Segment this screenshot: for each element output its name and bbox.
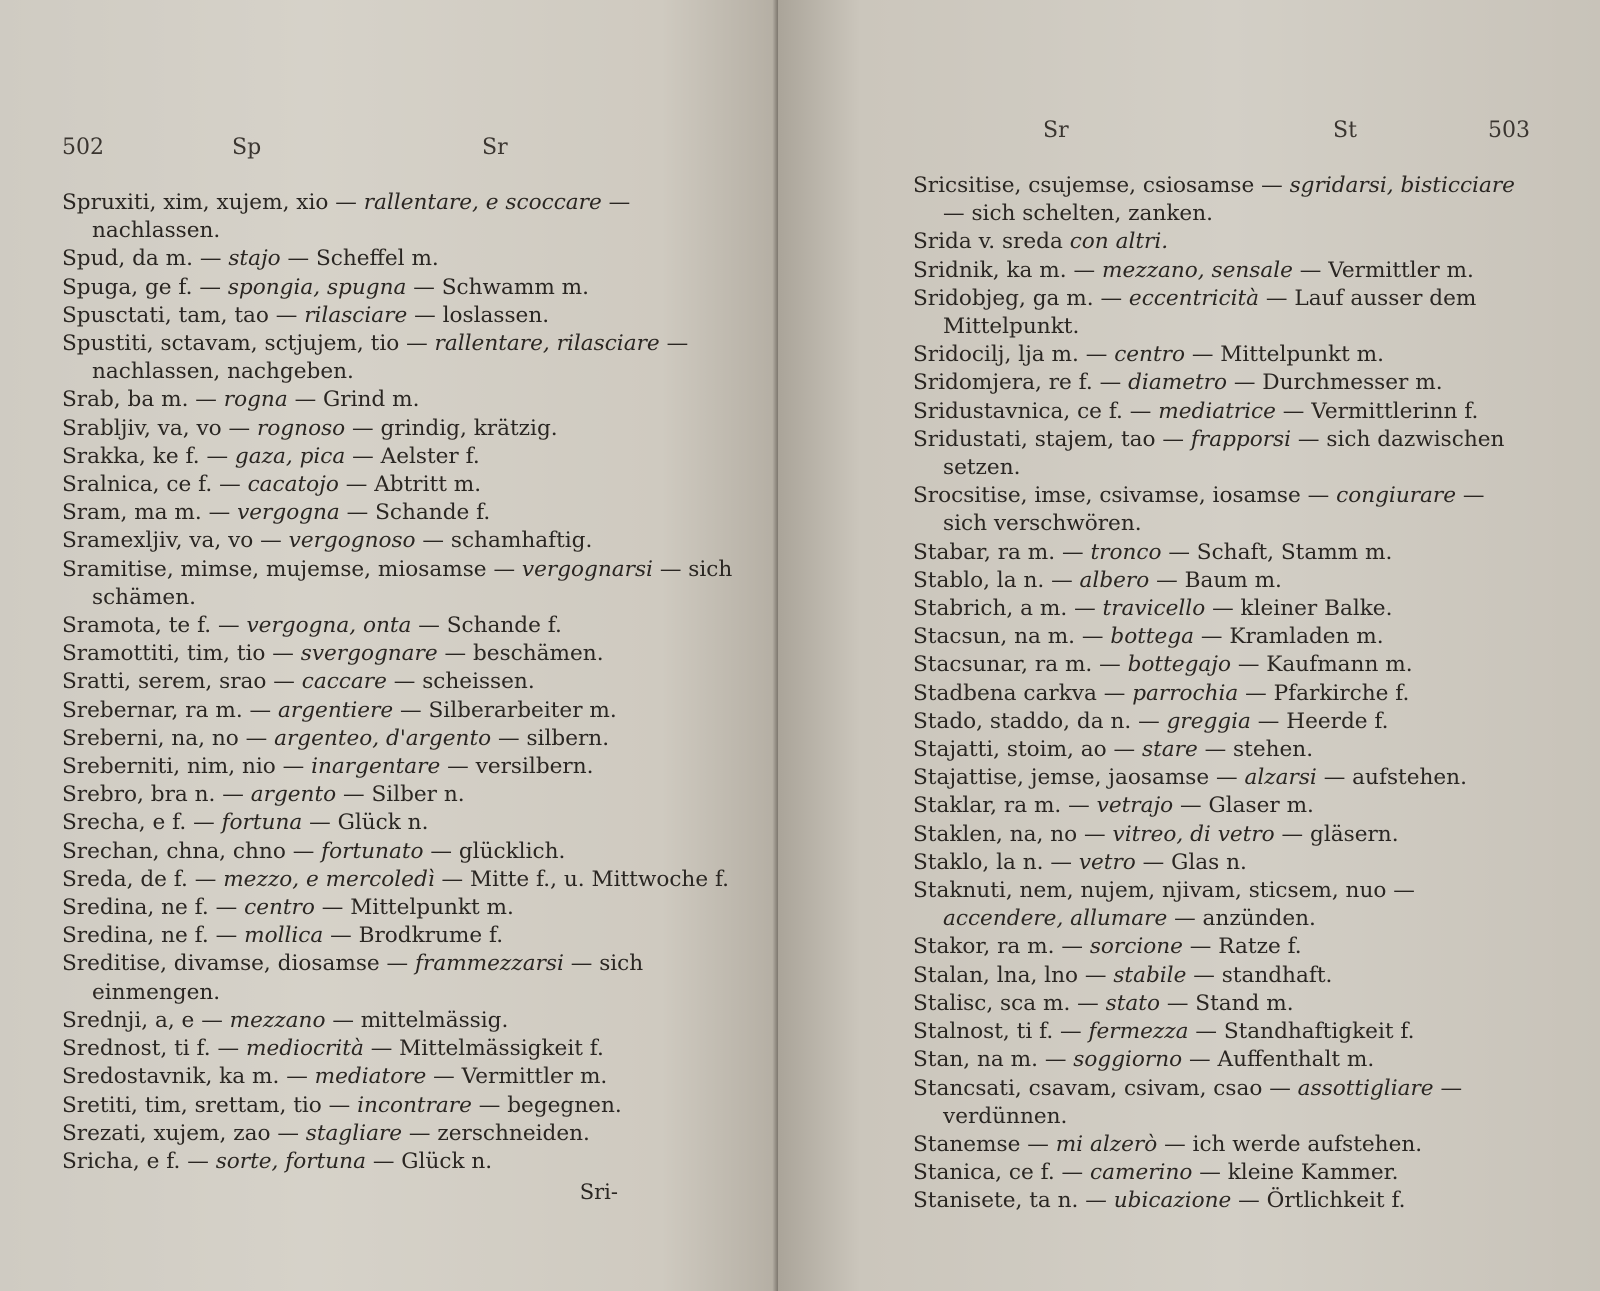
entry-headword: Sridustavnica, ce f. — bbox=[913, 398, 1159, 424]
dictionary-entry bbox=[62, 189, 738, 245]
dictionary-entry bbox=[62, 1148, 738, 1176]
entry-headword: Srakka, ke f. — bbox=[62, 443, 235, 469]
entry-italian: spongia, spugna bbox=[227, 274, 407, 300]
entry-german: — Pfarkirche f. bbox=[1238, 680, 1410, 706]
right-page bbox=[778, 0, 1600, 1291]
dictionary-entry bbox=[913, 285, 1530, 341]
entry-german: — mittelmässig. bbox=[325, 1007, 509, 1033]
dictionary-entry bbox=[62, 640, 738, 668]
entry-german: — beschämen. bbox=[437, 641, 604, 667]
entry-headword: Sreditise, divamse, diosamse — bbox=[62, 951, 416, 977]
entry-italian: fortunato bbox=[321, 838, 424, 864]
entry-headword: Sramexljiv, va, vo — bbox=[62, 528, 289, 554]
entry-italian: mollica bbox=[244, 923, 324, 949]
entry-headword: Spustiti, sctavam, sctjujem, tio — bbox=[62, 331, 435, 357]
entry-italian: assottigliare bbox=[1297, 1075, 1434, 1101]
dictionary-entry bbox=[62, 386, 738, 414]
dictionary-entry bbox=[913, 426, 1530, 482]
entry-german: — Auffenthalt m. bbox=[1182, 1047, 1375, 1073]
dictionary-entry bbox=[913, 821, 1530, 849]
entry-italian: stajo bbox=[228, 246, 281, 272]
entry-headword: Stan, na m. — bbox=[913, 1047, 1074, 1073]
dictionary-entry bbox=[913, 736, 1530, 764]
entry-german: — Kaufmann m. bbox=[1230, 652, 1413, 678]
entry-italian: sorcione bbox=[1089, 934, 1183, 960]
dictionary-entry bbox=[62, 302, 738, 330]
entry-italian: sorte, fortuna bbox=[215, 1148, 366, 1174]
entry-italian: centro bbox=[244, 895, 315, 921]
entry-headword: Staklar, ra m. — bbox=[913, 793, 1097, 819]
entry-italian: incontrare bbox=[357, 1092, 472, 1118]
entry-italian: diametro bbox=[1128, 370, 1227, 396]
entry-german: — Scheffel m. bbox=[280, 246, 439, 272]
dictionary-entry bbox=[913, 595, 1530, 623]
entry-german: — loslassen. bbox=[407, 302, 550, 328]
entry-headword: Sretiti, tim, srettam, tio — bbox=[62, 1092, 358, 1118]
right-running-head-a: Sr bbox=[1043, 118, 1069, 143]
entry-italian: vergogna, onta bbox=[246, 613, 412, 639]
entry-german: — silbern. bbox=[491, 725, 610, 751]
entry-headword: Sramitise, mimse, mujemse, miosamse — bbox=[62, 556, 522, 582]
dictionary-entry bbox=[913, 849, 1530, 877]
entry-german: — Grind m. bbox=[287, 387, 420, 413]
entry-headword: Stacsunar, ra m. — bbox=[913, 652, 1128, 678]
entry-headword: Stanemse — bbox=[913, 1131, 1056, 1157]
dictionary-entry bbox=[62, 809, 738, 837]
entry-german: — Mitte f., u. Mittwoche f. bbox=[434, 866, 730, 892]
entry-headword: Sredostavnik, ka m. — bbox=[62, 1064, 315, 1090]
entry-headword: Sridocilj, lja m. — bbox=[913, 342, 1115, 368]
entry-german: — stehen. bbox=[1197, 737, 1314, 763]
entry-italian: vergognoso bbox=[288, 528, 416, 554]
dictionary-entry bbox=[913, 1046, 1530, 1074]
left-running-head-a: Sp bbox=[232, 135, 262, 160]
entry-italian: mi alzerò bbox=[1055, 1131, 1158, 1157]
entry-italian: cacatojo bbox=[247, 472, 339, 498]
entry-headword: Sramottiti, tim, tio — bbox=[62, 641, 301, 667]
entry-german: — Durchmesser m. bbox=[1226, 370, 1443, 396]
dictionary-entry bbox=[913, 228, 1530, 256]
entry-italian: congiurare bbox=[1336, 483, 1457, 509]
entry-italian: stagliare bbox=[305, 1120, 403, 1146]
entry-italian: stare bbox=[1141, 737, 1198, 763]
entry-italian: svergognare bbox=[300, 641, 438, 667]
entry-italian: argenteo, d'argento bbox=[274, 725, 492, 751]
left-page-number: 502 bbox=[62, 135, 104, 160]
dictionary-entry bbox=[62, 443, 738, 471]
dictionary-entry bbox=[62, 612, 738, 640]
entry-italian: rognoso bbox=[257, 415, 346, 441]
entry-headword: Sridnik, ka m. — bbox=[913, 257, 1102, 283]
dictionary-entry bbox=[62, 950, 738, 1006]
entry-italian: mezzano bbox=[229, 1007, 326, 1033]
entry-headword: Srecha, e f. — bbox=[62, 810, 222, 836]
entry-german: — Baum m. bbox=[1149, 567, 1282, 593]
entry-headword: Sricsitise, csujemse, csiosamse — bbox=[913, 173, 1290, 198]
dictionary-entry bbox=[913, 708, 1530, 736]
entry-headword: Staklo, la n. — bbox=[913, 849, 1079, 875]
entry-german: — sich schelten, zanken. bbox=[943, 201, 1213, 227]
entry-headword: Stablo, la n. — bbox=[913, 567, 1080, 593]
entry-headword: Srocsitise, imse, csivamse, iosamse — bbox=[913, 483, 1337, 509]
entry-italian: fermezza bbox=[1088, 1019, 1189, 1045]
entry-italian: centro bbox=[1114, 342, 1185, 368]
entry-headword: Srida v. sreda bbox=[913, 229, 1070, 255]
entry-german: — versilbern. bbox=[440, 754, 594, 780]
entry-headword: Stabar, ra m. — bbox=[913, 539, 1091, 565]
entry-german: — zerschneiden. bbox=[402, 1120, 590, 1146]
entry-headword: Staklen, na, no — bbox=[913, 821, 1113, 847]
entry-german: — sich dazwischen setzen. bbox=[943, 426, 1505, 481]
dictionary-entry bbox=[62, 1120, 738, 1148]
right-page-header bbox=[913, 118, 1530, 158]
entry-italian: vergogna bbox=[237, 500, 340, 526]
left-page-header bbox=[62, 135, 738, 175]
entry-italian: camerino bbox=[1090, 1160, 1193, 1186]
entry-italian: albero bbox=[1079, 567, 1150, 593]
entry-italian: ubicazione bbox=[1113, 1188, 1232, 1214]
entry-headword: Stabrich, a m. — bbox=[913, 596, 1103, 622]
entry-headword: Stakor, ra m. — bbox=[913, 934, 1090, 960]
entry-german: — nachlassen. bbox=[92, 190, 631, 244]
entry-german: — begegnen. bbox=[471, 1092, 622, 1118]
entry-italian: mediatore bbox=[314, 1064, 427, 1090]
entry-german: — Silber n. bbox=[336, 782, 465, 808]
entry-german: — Schande f. bbox=[339, 500, 491, 526]
entry-italian: mezzano, sensale bbox=[1101, 257, 1293, 283]
entry-german: — Kramladen m. bbox=[1194, 624, 1384, 650]
entry-german: — Schwamm m. bbox=[406, 274, 590, 300]
entry-german: — Vermittlerinn f. bbox=[1275, 398, 1479, 424]
entry-german: — Glück n. bbox=[365, 1148, 493, 1174]
dictionary-entry bbox=[62, 1063, 738, 1091]
entry-german: — Mittelpunkt m. bbox=[1184, 342, 1384, 368]
dictionary-entry bbox=[913, 1018, 1530, 1046]
entry-headword: Sredina, ne f. — bbox=[62, 923, 245, 949]
entry-german: — schamhaftig. bbox=[415, 528, 593, 554]
entry-headword: Sratti, serem, srao — bbox=[62, 669, 302, 695]
entry-italian: gaza, pica bbox=[234, 443, 346, 469]
entry-german: — Glück n. bbox=[302, 810, 429, 836]
dictionary-entry bbox=[913, 567, 1530, 595]
dictionary-entry bbox=[913, 482, 1530, 538]
dictionary-entry bbox=[913, 933, 1530, 961]
entry-italian: eccentricità bbox=[1128, 285, 1260, 311]
entry-german: — scheissen. bbox=[386, 669, 535, 695]
entry-german: — kleine Kammer. bbox=[1192, 1160, 1399, 1186]
entry-german: — gläsern. bbox=[1274, 821, 1399, 847]
entry-italian: argento bbox=[250, 782, 337, 808]
dictionary-entry bbox=[62, 922, 738, 950]
entry-italian: rilasciare bbox=[304, 302, 408, 328]
entry-german: — anzünden. bbox=[1167, 906, 1316, 932]
entry-italian: caccare bbox=[301, 669, 387, 695]
entry-headword: Sramota, te f. — bbox=[62, 613, 247, 639]
entry-headword: Spuga, ge f. — bbox=[62, 274, 228, 300]
entry-italian: sgridarsi, bisticciare bbox=[1289, 173, 1515, 198]
entry-headword: Stalisc, sca m. — bbox=[913, 990, 1106, 1016]
entry-italian: argentiere bbox=[278, 697, 394, 723]
entry-headword: Srezati, xujem, zao — bbox=[62, 1120, 306, 1146]
dictionary-entry bbox=[62, 781, 738, 809]
entry-italian: frammezzarsi bbox=[415, 951, 564, 977]
entry-headword: Srabljiv, va, vo — bbox=[62, 415, 258, 441]
entry-german: — Glas n. bbox=[1135, 849, 1247, 875]
dictionary-entry bbox=[62, 471, 738, 499]
entry-german: — sich einmengen. bbox=[92, 951, 644, 1005]
entry-headword: Stanica, ce f. — bbox=[913, 1160, 1090, 1186]
entry-headword: Sreda, de f. — bbox=[62, 866, 224, 892]
dictionary-entry bbox=[913, 1131, 1530, 1159]
entry-italian: mediocrità bbox=[245, 1036, 364, 1062]
catchword: Sri- bbox=[579, 1180, 618, 1205]
entry-italian: stabile bbox=[1113, 962, 1187, 988]
entry-italian: alzarsi bbox=[1244, 765, 1317, 791]
entry-italian: vergognarsi bbox=[521, 556, 653, 582]
entry-german: — sich verschwören. bbox=[943, 483, 1485, 537]
entry-headword: Spruxiti, xim, xujem, xio — bbox=[62, 190, 364, 215]
dictionary-entry bbox=[62, 1092, 738, 1120]
entry-german: — Vermittler m. bbox=[1292, 257, 1474, 283]
entry-headword: Spud, da m. — bbox=[62, 246, 229, 272]
entry-german: — nachlassen, nachgeben. bbox=[92, 331, 689, 385]
entry-italian: bottegajo bbox=[1127, 652, 1231, 678]
entry-headword: Stadbena carkva — bbox=[913, 680, 1133, 706]
dictionary-entry bbox=[913, 398, 1530, 426]
dictionary-entry bbox=[913, 962, 1530, 990]
entry-italian: tronco bbox=[1090, 539, 1162, 565]
dictionary-entry bbox=[62, 556, 738, 612]
dictionary-entry bbox=[62, 330, 738, 386]
entry-german: — Aelster f. bbox=[345, 443, 480, 469]
dictionary-entry bbox=[913, 877, 1530, 933]
entry-italian: mediatrice bbox=[1158, 398, 1276, 424]
entry-headword: Srednost, ti f. — bbox=[62, 1036, 246, 1062]
entry-headword: Sralnica, ce f. — bbox=[62, 472, 248, 498]
entry-german: — Schande f. bbox=[411, 613, 562, 639]
entry-headword: Srednji, a, e — bbox=[62, 1007, 230, 1033]
entry-german: — Heerde f. bbox=[1250, 708, 1389, 734]
entry-italian: rallentare, rilasciare bbox=[434, 331, 660, 357]
dictionary-entry bbox=[62, 245, 738, 273]
entry-headword: Sreberni, na, no — bbox=[62, 725, 275, 751]
dictionary-entry bbox=[62, 894, 738, 922]
entry-german: — Ratze f. bbox=[1182, 934, 1302, 960]
entry-german: — aufstehen. bbox=[1316, 765, 1467, 791]
dictionary-entry bbox=[62, 1035, 738, 1063]
entry-german: — Glaser m. bbox=[1173, 793, 1314, 819]
entry-german: — ich werde aufstehen. bbox=[1157, 1131, 1423, 1157]
entry-german: — sich schämen. bbox=[92, 556, 733, 610]
entry-headword: Sram, ma m. — bbox=[62, 500, 238, 526]
entry-german: — glücklich. bbox=[423, 838, 566, 864]
dictionary-entry bbox=[913, 1075, 1530, 1131]
entry-headword: Stalan, lna, lno — bbox=[913, 962, 1114, 988]
entry-german: — Stand m. bbox=[1159, 990, 1294, 1016]
dictionary-entry bbox=[913, 990, 1530, 1018]
dictionary-entry bbox=[913, 172, 1530, 228]
dictionary-entry bbox=[62, 725, 738, 753]
entry-headword: Srebernar, ra m. — bbox=[62, 697, 279, 723]
dictionary-entry bbox=[62, 668, 738, 696]
entry-italian: mezzo, e mercoledì bbox=[223, 866, 435, 892]
dictionary-entry bbox=[913, 369, 1530, 397]
entry-headword: Sridomjera, re f. — bbox=[913, 370, 1129, 396]
entry-italian: rogna bbox=[223, 387, 288, 413]
dictionary-entry bbox=[62, 753, 738, 781]
entry-german: — Mittelpunkt m. bbox=[314, 895, 514, 921]
entry-headword: Sredina, ne f. — bbox=[62, 895, 245, 921]
entry-italian: inargentare bbox=[311, 754, 441, 780]
entry-headword: Stacsun, na m. — bbox=[913, 624, 1111, 650]
entry-german: — Standhaftigkeit f. bbox=[1188, 1019, 1415, 1045]
entry-italian: fortuna bbox=[221, 810, 303, 836]
entry-italian: con altri. bbox=[1069, 229, 1169, 255]
entry-headword: Stanisete, ta n. — bbox=[913, 1188, 1114, 1214]
dictionary-entry bbox=[62, 415, 738, 443]
dictionary-entry bbox=[913, 764, 1530, 792]
entry-headword: Sridustati, stajem, tao — bbox=[913, 426, 1191, 452]
entry-german: — verdünnen. bbox=[943, 1075, 1463, 1129]
entry-headword: Stalnost, ti f. — bbox=[913, 1019, 1089, 1045]
right-page-number: 503 bbox=[1488, 118, 1530, 143]
entry-german: — Vermittler m. bbox=[426, 1064, 608, 1090]
entry-italian: soggiorno bbox=[1073, 1047, 1183, 1073]
entry-headword: Sricha, e f. — bbox=[62, 1148, 216, 1174]
entry-headword: Srebro, bra n. — bbox=[62, 782, 251, 808]
dictionary-entry bbox=[913, 623, 1530, 651]
entry-headword: Srechan, chna, chno — bbox=[62, 838, 322, 864]
left-page bbox=[0, 0, 778, 1291]
entry-italian: accendere, allumare bbox=[943, 906, 1168, 932]
entry-german: — Lauf ausser dem Mittelpunkt. bbox=[943, 285, 1477, 340]
left-running-head-b: Sr bbox=[482, 135, 508, 160]
dictionary-entry bbox=[913, 680, 1530, 708]
right-entry-list bbox=[913, 172, 1530, 1216]
dictionary-entry bbox=[913, 539, 1530, 567]
entry-italian: greggia bbox=[1166, 708, 1251, 734]
entry-german: — grindig, krätzig. bbox=[345, 415, 558, 441]
entry-headword: Spusctati, tam, tao — bbox=[62, 302, 305, 328]
dictionary-entry bbox=[913, 792, 1530, 820]
entry-headword: Stancsati, csavam, csivam, csao — bbox=[913, 1075, 1298, 1101]
entry-italian: vitreo, di vetro bbox=[1112, 821, 1275, 847]
entry-german: — Mittelmässigkeit f. bbox=[363, 1036, 604, 1062]
dictionary-entry bbox=[913, 1187, 1530, 1215]
entry-german: — Örtlichkeit f. bbox=[1231, 1188, 1406, 1214]
entry-italian: bottega bbox=[1110, 624, 1195, 650]
dictionary-entry bbox=[62, 1007, 738, 1035]
dictionary-entry bbox=[62, 527, 738, 555]
entry-italian: frapporsi bbox=[1190, 426, 1292, 452]
entry-headword: Stajattise, jemse, jaosamse — bbox=[913, 765, 1245, 791]
entry-german: — Silberarbeiter m. bbox=[393, 697, 617, 723]
dictionary-entry bbox=[62, 499, 738, 527]
entry-german: — Brodkrume f. bbox=[323, 923, 504, 949]
dictionary-entry bbox=[913, 257, 1530, 285]
entry-italian: vetro bbox=[1078, 849, 1136, 875]
entry-italian: parrochia bbox=[1132, 680, 1239, 706]
dictionary-entry bbox=[62, 866, 738, 894]
entry-headword: Sridobjeg, ga m. — bbox=[913, 285, 1129, 311]
entry-headword: Sreberniti, nim, nio — bbox=[62, 754, 312, 780]
dictionary-entry bbox=[913, 1159, 1530, 1187]
dictionary-entry bbox=[913, 651, 1530, 679]
entry-german: — Schaft, Stamm m. bbox=[1161, 539, 1393, 565]
entry-german: — Abtritt m. bbox=[338, 472, 482, 498]
dictionary-entry bbox=[62, 274, 738, 302]
entry-italian: rallentare, e scoccare bbox=[363, 190, 602, 215]
entry-headword: Stajatti, stoim, ao — bbox=[913, 737, 1142, 763]
entry-headword: Srab, ba m. — bbox=[62, 387, 224, 413]
dictionary-entry bbox=[62, 838, 738, 866]
left-entry-list bbox=[62, 189, 738, 1176]
entry-italian: stato bbox=[1105, 990, 1160, 1016]
entry-italian: vetrajo bbox=[1096, 793, 1174, 819]
entry-italian: travicello bbox=[1102, 596, 1206, 622]
entry-headword: Staknuti, nem, nujem, njivam, sticsem, nuo — bbox=[913, 878, 1415, 904]
dictionary-entry bbox=[913, 341, 1530, 369]
right-running-head-b: St bbox=[1333, 118, 1357, 143]
entry-german: — kleiner Balke. bbox=[1205, 596, 1393, 622]
dictionary-entry bbox=[62, 697, 738, 725]
entry-headword: Stado, staddo, da n. — bbox=[913, 708, 1167, 734]
entry-german: — standhaft. bbox=[1186, 962, 1333, 988]
